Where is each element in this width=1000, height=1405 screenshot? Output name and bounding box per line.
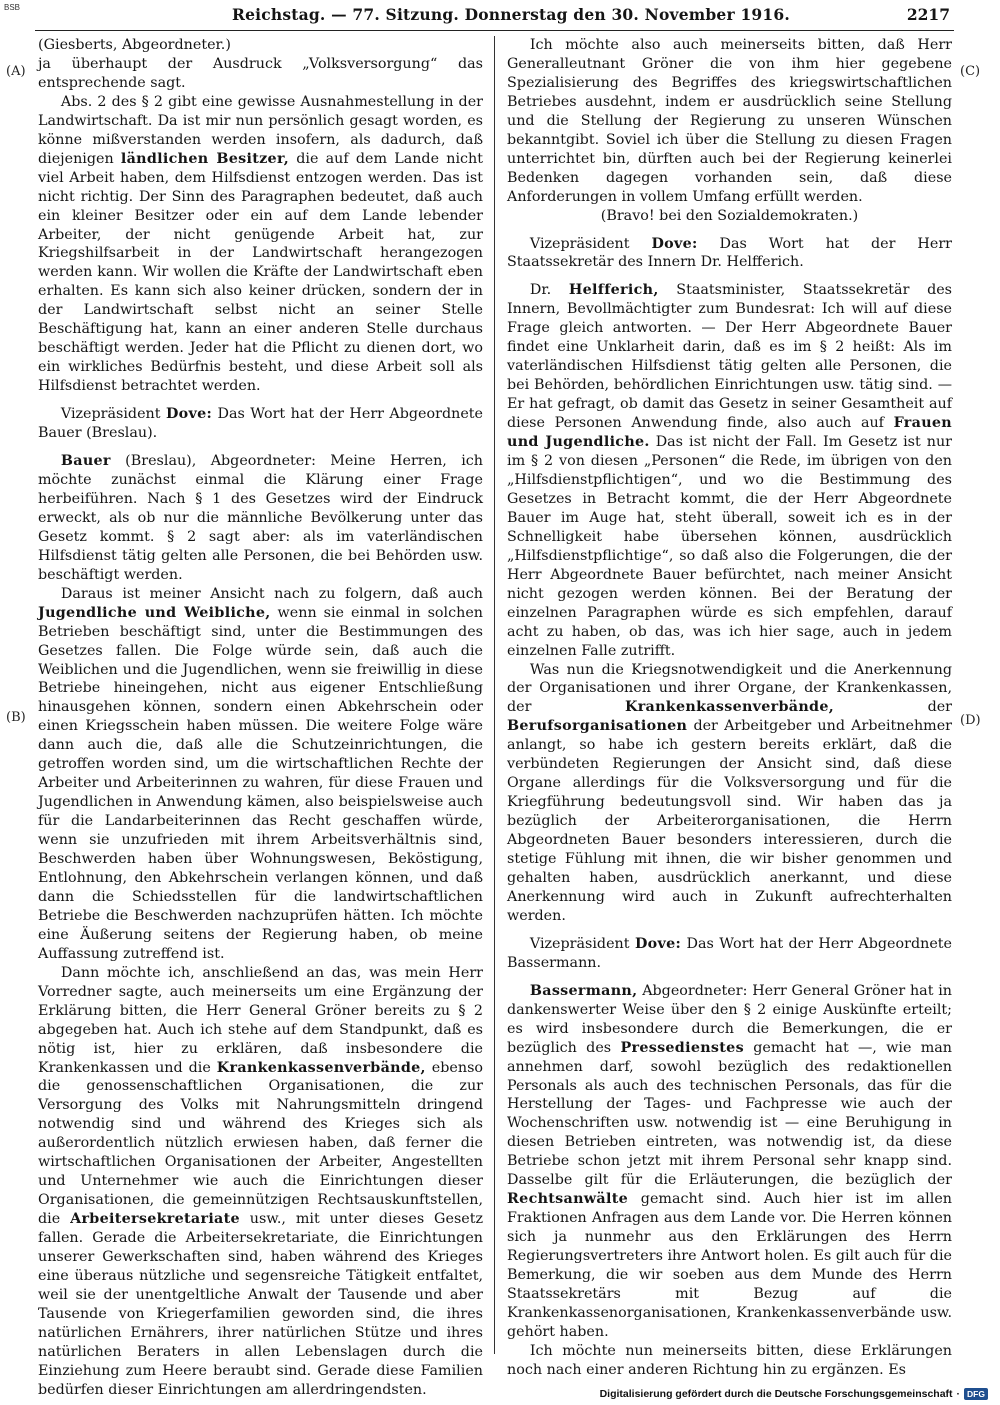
speaker-tag: (Giesberts, Abgeordneter.) <box>38 37 231 53</box>
chair-remark: Vizepräsident Dove: Das Wort hat der Herr Abgeordnete Bauer (Breslau). <box>38 406 483 442</box>
footer-separator: · <box>956 1388 961 1400</box>
emphasis: Krankenkassenverbände, <box>624 699 835 716</box>
emphasis: Frauen und Jugendliche. <box>507 415 952 451</box>
speaker-name: Bassermann, <box>529 982 638 999</box>
speaker-name: Bauer <box>60 453 111 470</box>
paragraph: Ich möchte also auch meinerseits bitten, daß Herr Generalleutnant Gröner die von ihm hier gegebene Spezialisierung des Begriffes des kriegswirtschaftlichen Betriebes ausdehnt, indem er ausdrücklich seine Stellung und die Stellung der Regierung zu unseren Wünschen bekanntgibt. Soviel ich über die Stellung zu diesen Fragen unterrichtet bin, dürften auch bei der Regierung keinerlei Bedenken dagegen vorhanden sein, daß diese Anforderungen in vollem Umfang erfüllt werden. <box>507 37 952 205</box>
speaker-name: Dove: <box>165 406 213 423</box>
paragraph: Dann möchte ich, anschließend an das, was mein Herr Vorredner sagte, auch meinerseits um eine Ergänzung der Erklärung bitten, die Herr General Gröner bereits zu § 2 abgegeben hat. Auch ich stehe auf dem Standpunkt, daß es nötig ist, hier zu erklären, daß insbesondere die Krankenkassen und die Krankenkassenverbände, ebenso die genossenschaftlichen Organisationen, die zur Versorgung des Volks mit Nahrungsmitteln dringend notwendig sind und während des Krieges sich als außerordentlich nützlich erwiesen haben, daß ferner die wirtschaftlichen Organisationen der Arbeiter, Angestellten und Unternehmer wie auch die Einrichtungen dieser Organisationen, die gemeinnützigen Rechtsauskunftstellen, die Arbeitersekretariate usw., mit unter dieses Gesetz fallen. Gerade die Arbeitersekretariate, die Einrichtungen unserer Gewerkschaften sind, haben während des Krieges eine überaus nützliche und segensreiche Tätigkeit entfaltet, weil sie der unentgeltliche Anwalt der Tausende und aber Tausende von Kriegerfamilien geworden sind, die ihres natürlichen Ernährers, ihrer natürlichen Stütze und ihres natürlichen Beraters in allen Lebenslagen durch die Einziehung zum Heere beraubt sind. Gerade diese Familien bedürfen dieser Einrichtungen am allerdringendsten. <box>38 964 484 1398</box>
page-header <box>232 5 950 27</box>
paragraph: Abs. 2 des § 2 gibt eine gewisse Ausnahmestellung in der Landwirtschaft. Da ist mir nun persönlich gesagt worden, es könne mißverstanden werden insofern, als dadurch, daß diejenigen ländlichen Besitzer, die auf dem Lande nicht viel Arbeit haben, dem Hilfsdienst entzogen werden. Das ist nicht richtig. Der Sinn des Paragraphen bedeutet, daß auch ein kleiner Besitzer oder ein auf dem Lande lebender Arbeiter, der nicht genügende Arbeit hat, zur Kriegshilfsarbeit in der Landwirtschaft herangezogen werden kann. Wir wollen die Kräfte der Landwirtschaft eben erhalten. Es kann sich also keiner drücken, sondern der in der Landwirtschaft selbst nicht an seiner Stelle Beschäftigung hat, kann an einer anderen Stelle durchaus beschäftigt werden. Jeder hat die Pflicht zu dienen dort, wo ein wirkliches Bedürfnis besteht, und diese Arbeit soll als Hilfsdienst betrachtet werden. <box>38 93 483 395</box>
speaker-name: Dove: <box>634 935 682 952</box>
library-watermark: BSB <box>4 3 21 12</box>
speech-start: Bassermann, Abgeordneter: Herr General Gröner hat in dankenswerter Weise über den § 2 einige Auskünfte erteilt; es wird insbesondere durch die Bemerkungen, die er bezüglich des Pressedienstes gemacht hat —, wie man annehmen darf, sowohl bezüglich des redaktionellen Personals als auch des technischen Personals, das für die Herstellung der Tages- und Fachpresse wie auch der Wochenschriften usw. notwendig ist — eine Beruhigung in diesen Betrieben eintreten, was notwendig ist, da diese Betriebe schon jetzt mit ihrem Personal sehr knapp sind. Dasselbe gilt für die Erläuterungen, die bezüglich der Rechtsanwälte gemacht sind. Auch hier ist im allen Fraktionen Anfragen aus dem Lande vor. Die Herren können sich ja nunmehr aus den Erklärungen des Herrn Regierungsvertreters ihre Antwort holen. Es gilt auch für die Bemerkung, die wir soeben aus dem Munde des Herrn Staatssekretärs mit Bezug auf die Krankenkassenorganisationen, Krankenkassenverbände usw. gehört haben. <box>507 982 953 1340</box>
speech-start: Dr. Helfferich, Staatsminister, Staatssekretär des Innern, Bevollmächtigter zum Bundesrat: Ich will auf diese Frage gleich antworten. — Der Herr Abgeordnete Bauer findet eine Unklarheit darin, daß es im § 2 heißt: Als im vaterländischen Hilfsdienst tätig gelten alle Personen, die bei Behörden, behördlichen Einrichtungen usw. tätig sind. — Er hat gefragt, ob damit das Gesetz in seiner Gesamtheit auf diese Personen Anwendung finde, also auch auf Frauen und Jugendliche. Das ist nicht der Fall. Im Gesetz ist nur im § 2 von diesen „Personen“ die Rede, im übrigen von den „Hilfsdienstpflichtigen“, und wo die Bestimmung des Gesetzes in Betracht kommt, die der Herr Abgeordnete Bauer im Auge hat, steht überall, soweit ich es in der Schnelligkeit habe übersehen können, ausdrücklich „Hilfsdienstpflichtige“, so daß also die Folgerungen, die der Herr Abgeordnete Bauer befürchtet, nach meiner Ansicht nicht gezogen werden können. Bei der Beratung der einzelnen Paragraphen würde es sich empfehlen, darauf acht zu haben, ob das, was ich hier sage, auch in jedem einzelnen Falle zutrifft. <box>507 282 953 659</box>
margin-marker-b: (B) <box>6 710 26 725</box>
emphasis: Arbeitersekretariate <box>70 1211 240 1228</box>
chair-remark: Vizepräsident Dove: Das Wort hat der Herr Abgeordnete Bassermann. <box>507 935 952 971</box>
emphasis: Jugendliche und Weibliche, <box>38 604 271 621</box>
footer-text: Digitalisierung gefördert durch die Deutsche Forschungsgemeinschaft <box>599 1388 953 1400</box>
speech-start: Bauer (Breslau), Abgeordneter: Meine Herren, ich möchte zunächst einmal die Klärung einer Frage herbeiführen. Nach § 1 des Gesetzes wird der Eindruck erweckt, als ob nur die männliche Bevölkerung unter das Gesetz kommt. § 2 sagt aber: als im vaterländischen Hilfsdienst tätig gelten alle Personen, die bei Behörden usw. beschäftigt werden. <box>38 453 484 583</box>
margin-marker-a: (A) <box>6 64 26 79</box>
speaker-name: Helfferich, <box>568 282 659 299</box>
margin-marker-c: (C) <box>960 64 981 79</box>
paragraph: Ich möchte nun meinerseits bitten, diese Erklärungen noch nach einer anderen Richtung hin zu ergänzen. Es <box>507 1342 952 1378</box>
emphasis: Berufsorganisationen <box>507 718 688 735</box>
dfg-logo: DFG <box>964 1388 988 1400</box>
margin-marker-d: (D) <box>960 713 981 728</box>
header-rule <box>35 30 954 31</box>
emphasis: ländlichen Besitzer, <box>120 150 290 167</box>
digitization-footer <box>600 1388 988 1400</box>
page-number: 2217 <box>906 5 950 24</box>
applause-note: (Bravo! bei den Sozialdemokraten.) <box>600 207 859 224</box>
paragraph: Was nun die Kriegsnotwendigkeit und die Anerkennung der Organisationen und ihrer Organe, der Krankenkassen, der Krankenkassenverbände, der Berufsorganisationen der Arbeitgeber und Arbeitnehmer anlangt, so habe ich gestern bereits erklärt, daß die verbündeten Regierungen der Ansicht sind, daß diese Organe allerdings für die Volksversorgung und für die Kriegführung bedeutungsvoll sind. Wir haben das ja bezüglich der Arbeiterorganisationen, die Herrn Abgeordneten Bauer besonders interessieren, durch die stetige Fühlung mit ihnen, die wir bisher genommen und gehalten haben, ausdrücklich anerkannt, und diese Anerkennung wird auch in Zukunft aufrechterhalten werden. <box>507 661 953 924</box>
chair-remark: Vizepräsident Dove: Das Wort hat der Herr Staatssekretär des Innern Dr. Helfferich. <box>507 235 952 271</box>
emphasis: Krankenkassenverbände, <box>216 1059 426 1076</box>
left-column <box>38 36 483 1400</box>
speaker-name: Dove: <box>651 235 698 252</box>
paragraph: ja überhaupt der Ausdruck „Volksversorgung“ das entsprechende sagt. <box>38 55 483 91</box>
running-header: Reichstag. — 77. Sitzung. Donnerstag den 30. November 1916. <box>232 5 790 24</box>
emphasis: Pressedienstes <box>620 1039 744 1056</box>
emphasis: Rechtsanwälte <box>507 1191 628 1208</box>
column-divider <box>494 36 495 1354</box>
paragraph: Daraus ist meiner Ansicht nach zu folgern, daß auch Jugendliche und Weibliche, wenn sie einmal in solchen Betrieben beschäftigt sind, unter die Bestimmungen des Gesetzes fallen. Die Folge würde sein, daß auch die Weiblichen und die Jugendlichen, wenn sie freiwillig in diese Betriebe hineingehen, nicht aus eigener Entschließung hinausgehen können, sondern einen Abkehrschein oder einen Kriegsschein haben müssen. Die weitere Folge wäre dann auch die, daß alle die Schutzeinrichtungen, die getroffen worden sind, um die wirtschaftlichen Rechte der Arbeiter und Arbeiterinnen zu wahren, für diese Frauen und Jugendlichen in Anwendung kämen, also beispielsweise auch für die Landarbeiterinnen das Recht geschaffen würde, wenn sie unzufrieden mit ihrem Arbeitsverhältnis sind, Beschwerden haben über Wohnungswesen, Beköstigung, Entlohnung, den Abkehrschein verlangen können, und daß dann die Schiedsstellen für die landwirtschaftlichen Betriebe die Beschwerden nachzuprüfen hätten. Ich möchte eine Äußerung seitens der Regierung haben, ob meine Auffassung zutreffend ist. <box>38 585 483 962</box>
right-column <box>507 36 952 1380</box>
